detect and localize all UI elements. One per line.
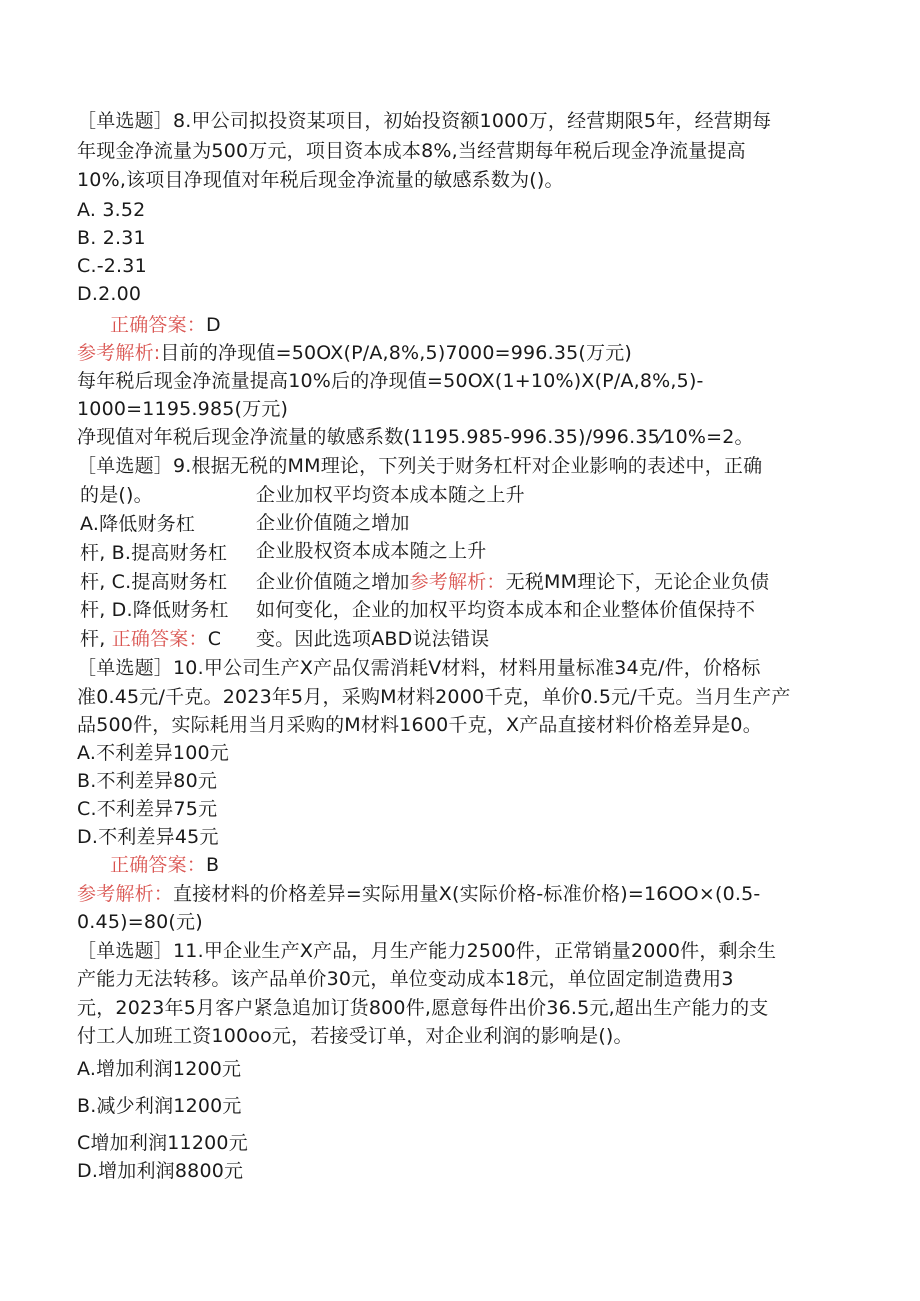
q9-right-col-1: 企业加权平均资本成本随之上升: [256, 484, 525, 506]
q9-left-col-3: 杆, C.提高财务杠: [80, 571, 228, 593]
q10-answer-label: 正确答案：: [110, 854, 207, 876]
q9-analysis-line-2: 如何变化，企业的加权平均资本成本和企业整体价值保持不: [256, 599, 756, 621]
q9-right-col-4-text: 企业价值随之增加: [256, 571, 410, 593]
q8-answer-label: 正确答案：: [110, 314, 207, 336]
q8-analysis-text-1: 目前的净现值=50OX(P/A,8%,5)7000=996.35(万元): [160, 342, 633, 364]
q10-analysis-text-1: 直接材料的价格差异=实际用量X(实际价格-标准价格)=16OO×(0.5-: [173, 883, 761, 905]
q10-answer-value: B: [206, 854, 220, 876]
q8-stem-line-2: 年现金净流量为500万元，项目资本成本8%,当经营期每年税后现金净流量提高: [77, 140, 746, 162]
q10-option-b: B.不利差异80元: [77, 770, 218, 792]
q10-option-d: D.不利差异45元: [77, 826, 219, 848]
q11-stem-line-2: 产能力无法转移。该产品单价30元，单位变动成本18元，单位固定制造费用3: [77, 968, 734, 990]
q11-stem-line-3: 元，2023年5月客户紧急追加订货800件,愿意每件出价36.5元,超出生产能力的支: [77, 997, 769, 1019]
q10-option-c: C.不利差异75元: [77, 798, 218, 820]
q8-analysis-line-1: [77, 341, 632, 365]
q9-stem-line-2: 的是()。: [80, 484, 153, 506]
q9-left-col-1: A.降低财务杠: [80, 513, 196, 535]
q10-answer: [110, 853, 219, 877]
q8-answer-value: D: [206, 314, 221, 336]
q11-option-c: C增加利润11200元: [77, 1132, 248, 1154]
q9-analysis-line-3: 变。因此选项ABD说法错误: [256, 628, 490, 650]
q9-stem-line-1: ［单选题］9.根据无税的MM理论，下列关于财务杠杆对企业影响的表述中，正确: [77, 455, 763, 477]
q9-answer-value: C: [207, 628, 222, 650]
q9-analysis-label: 参考解析：: [409, 571, 506, 593]
q9-left-col-4: 杆, D.降低财务杠: [80, 599, 229, 621]
q8-option-c: C.-2.31: [77, 255, 147, 277]
q9-left-col-5: [80, 627, 221, 651]
q8-option-b: B. 2.31: [77, 227, 146, 249]
q11-stem-line-1: ［单选题］11.甲企业生产X产品，月生产能力2500件，正常销量2000件，剩余生: [77, 940, 777, 962]
q10-stem-line-3: 品500件，实际耗用当月采购的M材料1600千克，X产品直接材料价格差异是0。: [77, 714, 762, 736]
q10-stem-line-2: 准0.45元/千克。2023年5月，采购M材料2000千克，单价0.5元/千克。当月生产产: [77, 686, 791, 708]
q9-answer-label: 正确答案：: [111, 628, 208, 650]
q10-option-a: A.不利差异100元: [77, 742, 229, 764]
q11-option-d: D.增加利润8800元: [77, 1160, 244, 1182]
q10-analysis-line-1: [77, 882, 760, 906]
q9-right-col-4: [256, 570, 769, 594]
q10-stem-line-1: ［单选题］10.甲公司生产X产品仅需消耗V材料，材料用量标准34克/件，价格标: [77, 657, 761, 679]
q9-left-col-5-text: 杆,: [80, 628, 106, 650]
q8-option-a: A. 3.52: [77, 199, 146, 221]
q9-right-col-3: 企业股权资本成本随之上升: [256, 540, 487, 562]
q8-analysis-line-2: 每年税后现金净流量提高10%后的净现值=50OX(1+10%)X(P/A,8%,5)-: [77, 370, 704, 392]
q11-option-a: A.增加利润1200元: [77, 1058, 242, 1080]
q9-right-col-2: 企业价值随之增加: [256, 512, 410, 534]
q10-analysis-line-2: 0.45)=80(元): [77, 911, 203, 933]
q8-stem-line-1: ［单选题］8.甲公司拟投资某项目，初始投资额1000万，经营期限5年，经营期每: [77, 110, 772, 132]
q8-answer: [110, 313, 221, 337]
q8-analysis-line-4: 净现值对年税后现金净流量的敏感系数(1195.985-996.35)/996.35⁄10%=2。: [77, 426, 754, 448]
q11-option-b: B.减少利润1200元: [77, 1095, 242, 1117]
q9-left-col-2: 杆, B.提高财务杠: [80, 542, 228, 564]
q11-stem-line-4: 付工人加班工资100oo元，若接受订单，对企业利润的影响是()。: [77, 1025, 633, 1047]
q9-analysis-text-1: 无税MM理论下，无论企业负债: [505, 571, 770, 593]
q8-analysis-label: 参考解析:: [77, 342, 161, 364]
q8-option-d: D.2.00: [77, 283, 142, 305]
q8-stem-line-3: 10%,该项目净现值对年税后现金净流量的敏感系数为()。: [77, 169, 564, 191]
q10-analysis-label: 参考解析：: [77, 883, 174, 905]
q8-analysis-line-3: 1000=1195.985(万元): [77, 398, 289, 420]
